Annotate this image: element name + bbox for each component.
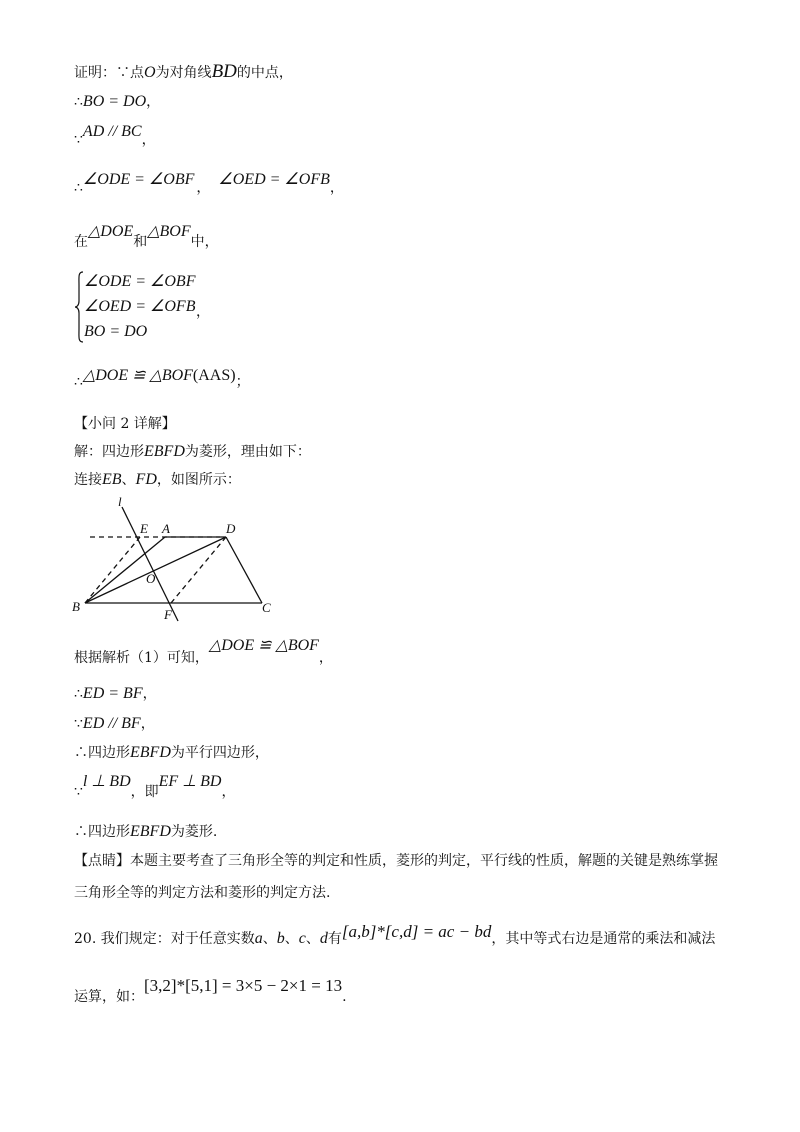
math: AD // BC	[82, 123, 142, 140]
text: 为平行四边形，	[170, 745, 269, 761]
math: ∠OED = ∠OFB	[218, 171, 330, 188]
text: 、	[262, 931, 277, 947]
text: ，如图所示：	[156, 472, 241, 488]
text: 根据解析（1）可知，	[74, 650, 209, 666]
text: 、	[284, 931, 299, 947]
label-l: l	[118, 495, 122, 509]
proof-line-2	[74, 92, 160, 112]
math: FD	[135, 471, 157, 488]
because-symbol: ∵	[74, 132, 83, 148]
text: ，其中等式右边是通常的乘法和减法	[491, 931, 716, 947]
text: ，	[196, 180, 211, 196]
system-equation-2: ∠OED = ∠OFB	[84, 298, 196, 315]
label-c: C	[262, 600, 271, 615]
math: △BOF	[147, 223, 191, 240]
proof-line-4	[74, 170, 344, 196]
geometry-figure	[60, 495, 290, 625]
text: ；	[235, 374, 250, 390]
text: .	[342, 989, 347, 1005]
section-heading: 【小问 2 详解】	[74, 416, 176, 432]
therefore-symbol: ∴	[74, 180, 83, 196]
segment-fd	[171, 537, 226, 603]
math: ED = BF	[82, 685, 143, 702]
part2-line-1	[74, 442, 311, 462]
text: ，	[141, 132, 156, 148]
comment-line-2: 三角形全等的判定方法和菱形的判定方法.	[74, 885, 331, 901]
definition-formula: [a,b]*[c,d] = ac − bd	[341, 922, 492, 941]
text: 为对角线	[155, 65, 212, 81]
because-symbol: ∵	[74, 716, 83, 732]
math: c	[298, 930, 306, 947]
math: EBFD	[130, 744, 171, 761]
system-equation-3: BO = DO	[84, 323, 148, 340]
text: 为菱形，理由如下：	[184, 444, 311, 460]
label-b: B	[72, 599, 80, 614]
text: ，	[140, 716, 155, 732]
math: △DOE ≌ △BOF	[208, 637, 319, 654]
math: EB	[102, 471, 122, 488]
q20-line-2	[74, 976, 347, 1005]
text: 、	[305, 931, 320, 947]
text: 为菱形.	[170, 824, 218, 840]
text: 和	[133, 234, 148, 250]
text: ，	[329, 180, 344, 196]
math: b	[276, 930, 285, 947]
text: 有	[327, 931, 342, 947]
part2-line-3	[74, 636, 333, 666]
math: BD	[211, 61, 237, 82]
system-equation-1: ∠ODE = ∠OBF	[84, 273, 196, 290]
part2-line-6	[74, 743, 269, 763]
math: (AAS)	[192, 367, 236, 384]
part2-line-4	[74, 684, 157, 704]
math: EF ⊥ BD	[158, 773, 222, 790]
comment-line-1: 【点睛】本题主要考查了三角形全等的判定和性质，菱形的判定，平行线的性质，解题的关键是熟练掌握	[74, 853, 718, 869]
text: ，即	[130, 784, 159, 800]
label-o: O	[146, 571, 156, 586]
math: BO = DO	[82, 93, 147, 110]
part2-line-8	[74, 822, 217, 842]
text: ，	[196, 304, 210, 320]
text: ∴四边形	[74, 824, 130, 840]
text: 的中点，	[236, 65, 293, 81]
math: ED // BF	[82, 715, 141, 732]
text: 证明：∵点	[74, 65, 144, 81]
math: EBFD	[130, 823, 171, 840]
label-a: A	[162, 521, 170, 536]
text: 连接	[74, 472, 102, 488]
segment-dc	[226, 537, 262, 603]
math: △DOE	[88, 223, 134, 240]
part2-line-5	[74, 714, 155, 734]
math: d	[319, 930, 328, 947]
label-d: D	[226, 521, 236, 536]
label-e: E	[140, 521, 148, 536]
math: EBFD	[144, 443, 185, 460]
text: ，	[221, 784, 236, 800]
text: 解：四边形	[74, 444, 144, 460]
text: 、	[121, 472, 136, 488]
math: △DOE ≌ △BOF	[82, 367, 193, 384]
proof-line-6	[74, 366, 250, 390]
text: 在	[74, 234, 88, 250]
text: 运算，如：	[74, 989, 144, 1005]
text: 中，	[190, 234, 219, 250]
proof-line-5	[74, 222, 219, 250]
math: ∠ODE = ∠OBF	[82, 171, 195, 188]
system-brace	[74, 271, 84, 343]
part2-line-2	[74, 470, 241, 490]
figure-lines	[85, 507, 262, 621]
q20-line-1	[74, 922, 716, 947]
therefore-symbol: ∴	[74, 94, 83, 110]
therefore-symbol: ∴	[74, 374, 83, 390]
therefore-symbol: ∴	[74, 686, 83, 702]
text: ，	[318, 650, 333, 666]
proof-line-1	[74, 62, 293, 83]
text: ，	[142, 686, 157, 702]
math: a	[254, 930, 263, 947]
because-symbol: ∵	[74, 784, 83, 800]
segment-eb	[85, 537, 140, 603]
part2-line-7	[74, 772, 236, 800]
example-formula: [3,2]*[5,1] = 3×5 − 2×1 = 13	[144, 976, 343, 995]
text: 20. 我们规定：对于任意实数	[74, 931, 255, 947]
label-f: F	[164, 607, 172, 622]
proof-line-3	[74, 122, 156, 148]
math: O	[144, 64, 156, 81]
text: ∴四边形	[74, 745, 130, 761]
math: l ⊥ BD	[82, 773, 131, 790]
diagonal-bd	[85, 537, 226, 603]
text: ，	[146, 94, 161, 110]
